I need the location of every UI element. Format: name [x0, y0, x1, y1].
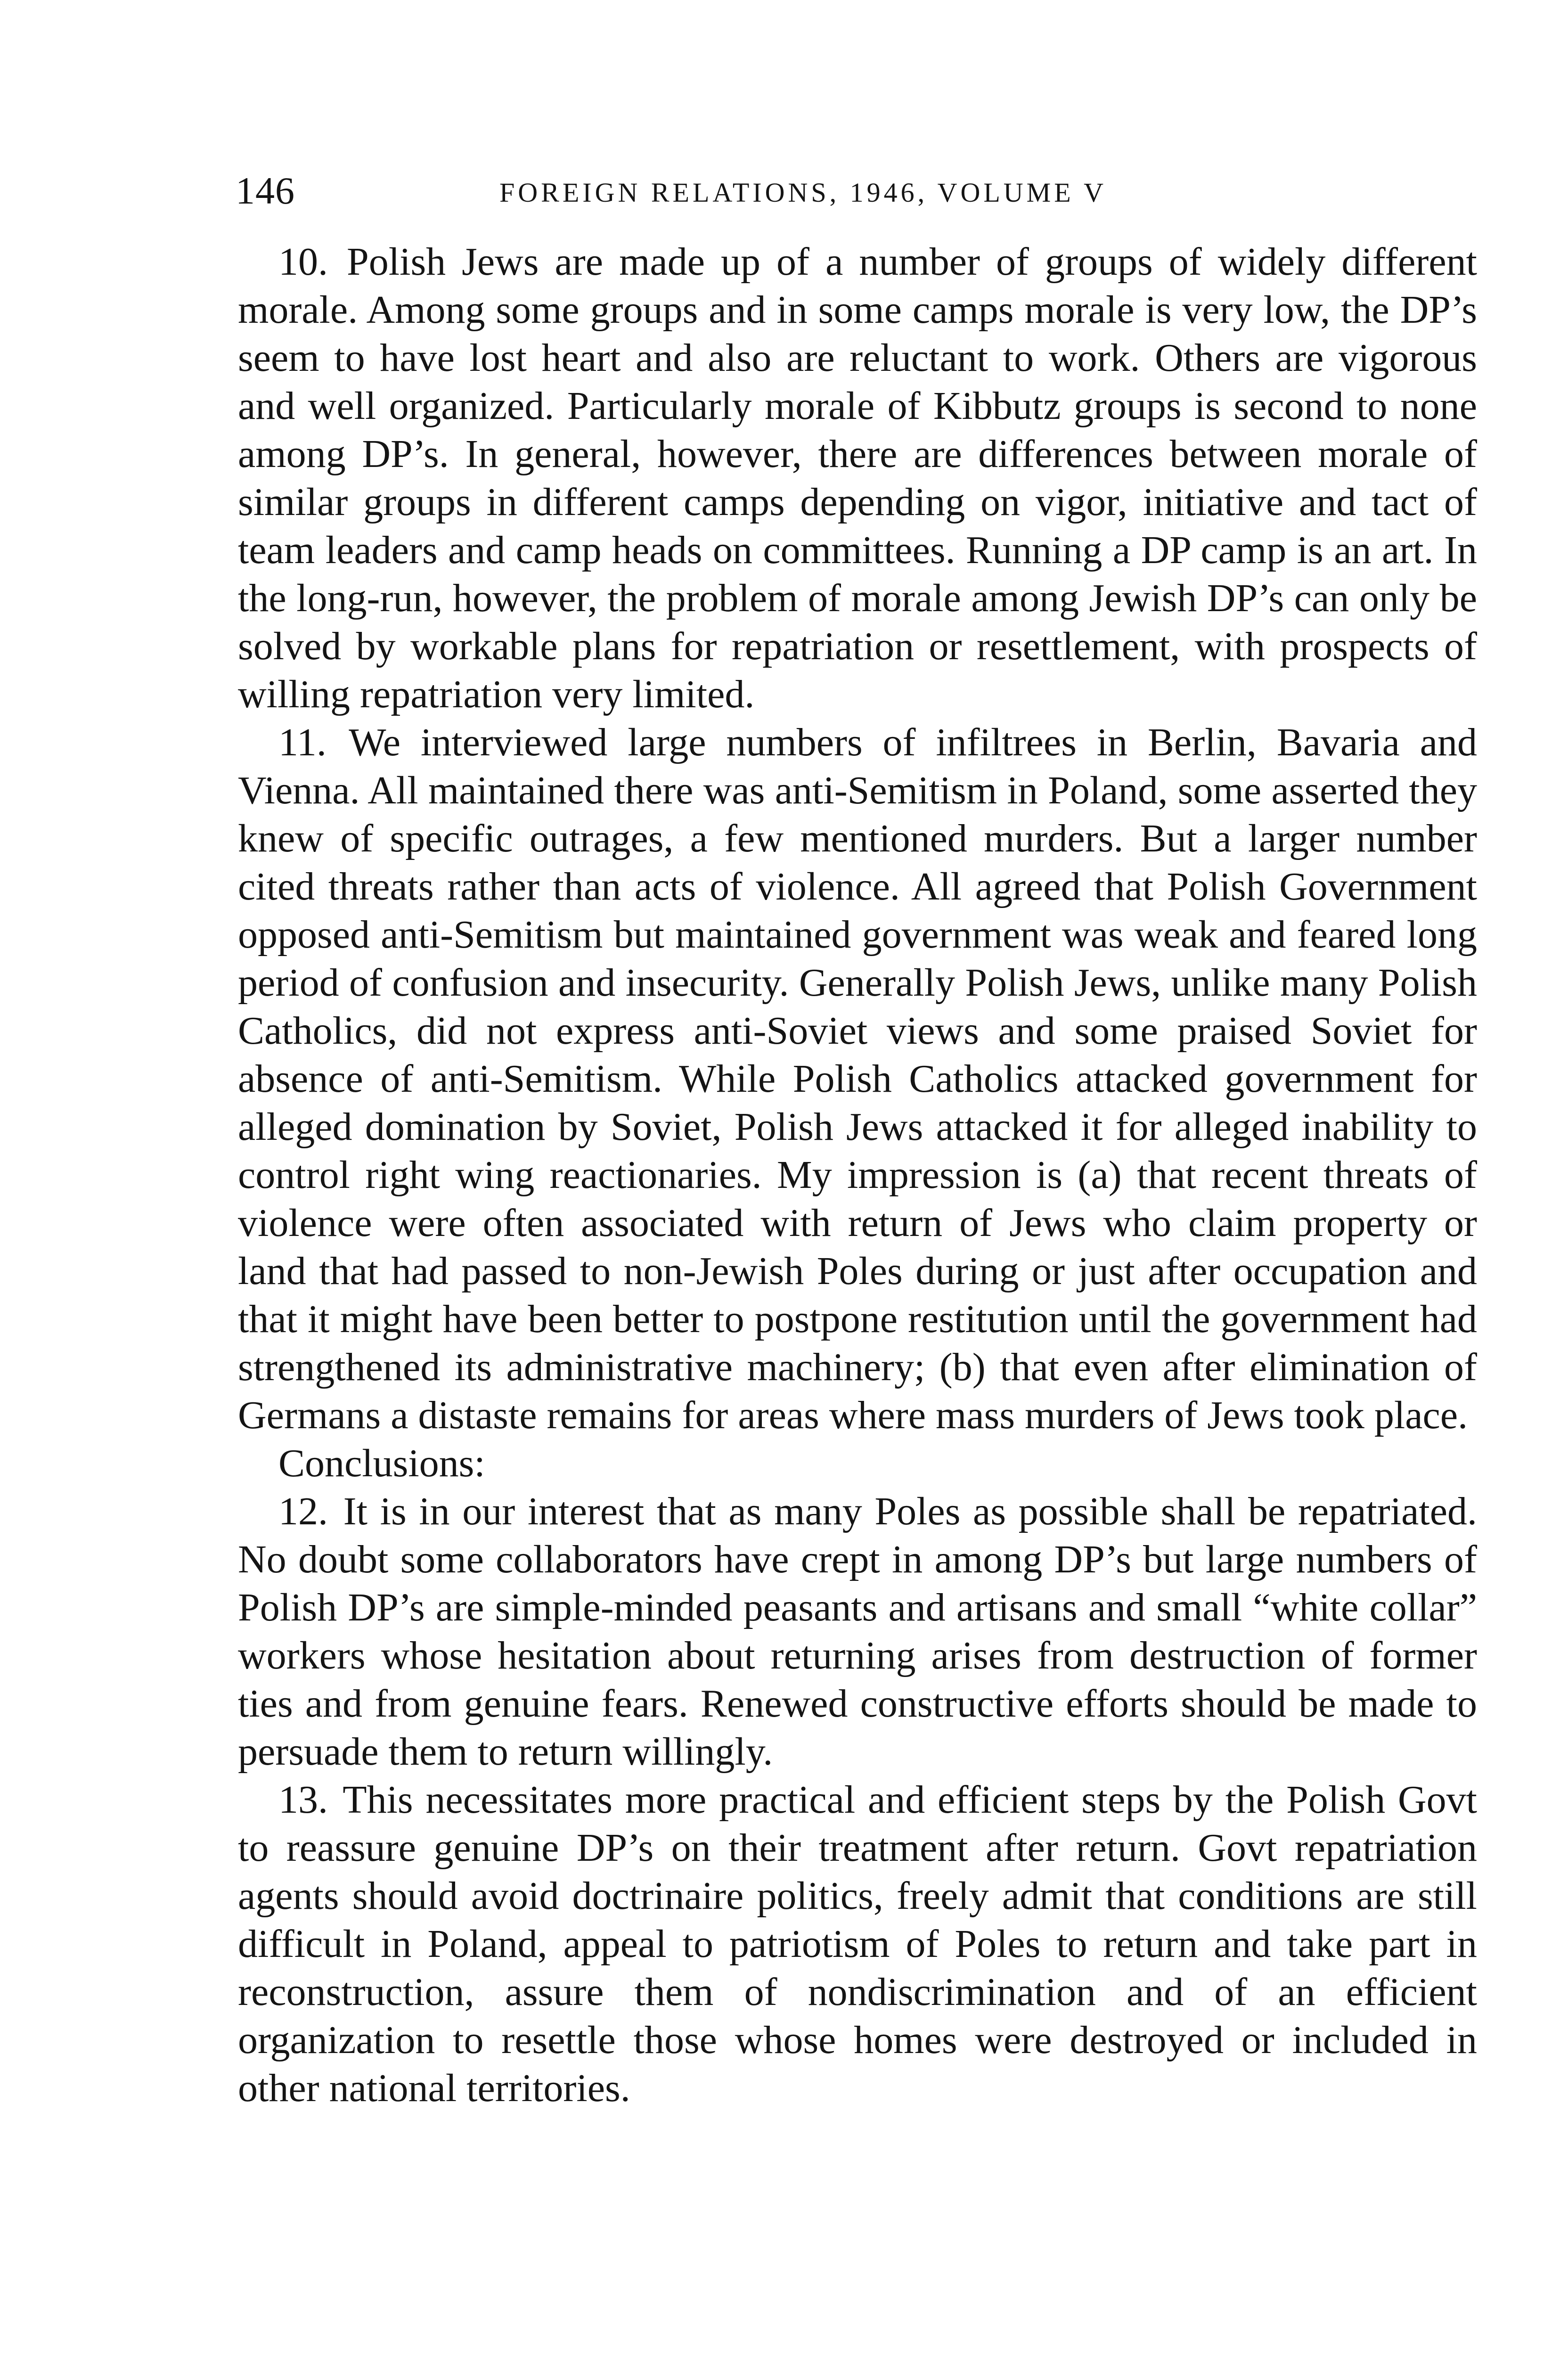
paragraph-11	[238, 719, 1477, 1440]
paragraph-text: Conclusions:	[278, 1441, 485, 1485]
paragraph-12	[238, 1488, 1477, 1776]
running-title: FOREIGN RELATIONS, 1946, VOLUME V	[499, 177, 1107, 208]
conclusions-heading	[238, 1440, 1477, 1488]
paragraph-number: 13.	[278, 1778, 328, 1822]
paragraph-number: 11.	[278, 720, 327, 764]
paragraph-text: It is in our interest that as many Poles as possible shall be repatriated. No doubt some collaborators have crept in among DP’s but large numbers of Polish DP’s are simple-minded peasants and artisans and small “white collar” workers whose hesitation about returning arises from destruction of former ties and from genuine fears. Renewed constructive efforts should be made to persuade them to return willingly.	[238, 1489, 1477, 1774]
paragraph-10	[238, 238, 1477, 719]
paragraph-text: Polish Jews are made up of a number of groups of widely different morale. Among some groups and in some camps morale is very low, the DP’s seem to have lost heart and also are reluctant to work. Others are vigorous and well organized. Particularly morale of Kibbutz groups is second to none among DP’s. In general, however, there are differences between morale of similar groups in different camps depending on vigor, initiative and tact of team leaders and camp heads on committees. Running a DP camp is an art. In the long-run, however, the problem of morale among Jewish DP’s can only be solved by workable plans for repatriation or resettlement, with prospects of willing repatriation very limited.	[238, 240, 1478, 716]
paragraph-number: 10.	[278, 240, 328, 284]
paragraph-number: 12.	[278, 1489, 328, 1533]
running-head	[236, 167, 1479, 224]
paragraph-text: We interviewed large numbers of infiltrees in Berlin, Bavaria and Vienna. All maintained there was anti-Semitism in Poland, some asserted they knew of specific outrages, a few mentioned murders. But a larger number cited threats rather than acts of violence. All agreed that Polish Government opposed anti-Semitism but maintained government was weak and feared long period of confusion and insecurity. Generally Polish Jews, unlike many Polish Catholics, did not express anti-Soviet views and some praised Soviet for absence of anti-Semitism. While Polish Catholics attacked government for alleged domination by Soviet, Polish Jews attacked it for alleged inability to control right wing reactionaries. My impression is (a) that recent threats of violence were often associated with return of Jews who claim property or land that had passed to non-Jewish Poles during or just after occupation and that it might have been better to postpone restitution until the government had strengthened its administrative machinery; (b) that even after elimination of Germans a distaste remains for areas where mass murders of Jews took place.	[238, 720, 1478, 1437]
page-number: 146	[236, 169, 295, 212]
paragraph-13	[238, 1776, 1477, 2112]
paragraph-text: This necessitates more practical and efficient steps by the Polish Govt to reassure genuine DP’s on their treatment after return. Govt repatriation agents should avoid doctrinaire politics, freely admit that conditions are still difficult in Poland, appeal to patriotism of Poles to return and take part in reconstruction, assure them of nondiscrimination and of an efficient organization to resettle those whose homes were destroyed or included in other national territories.	[238, 1778, 1478, 2110]
body-text	[238, 238, 1477, 2112]
